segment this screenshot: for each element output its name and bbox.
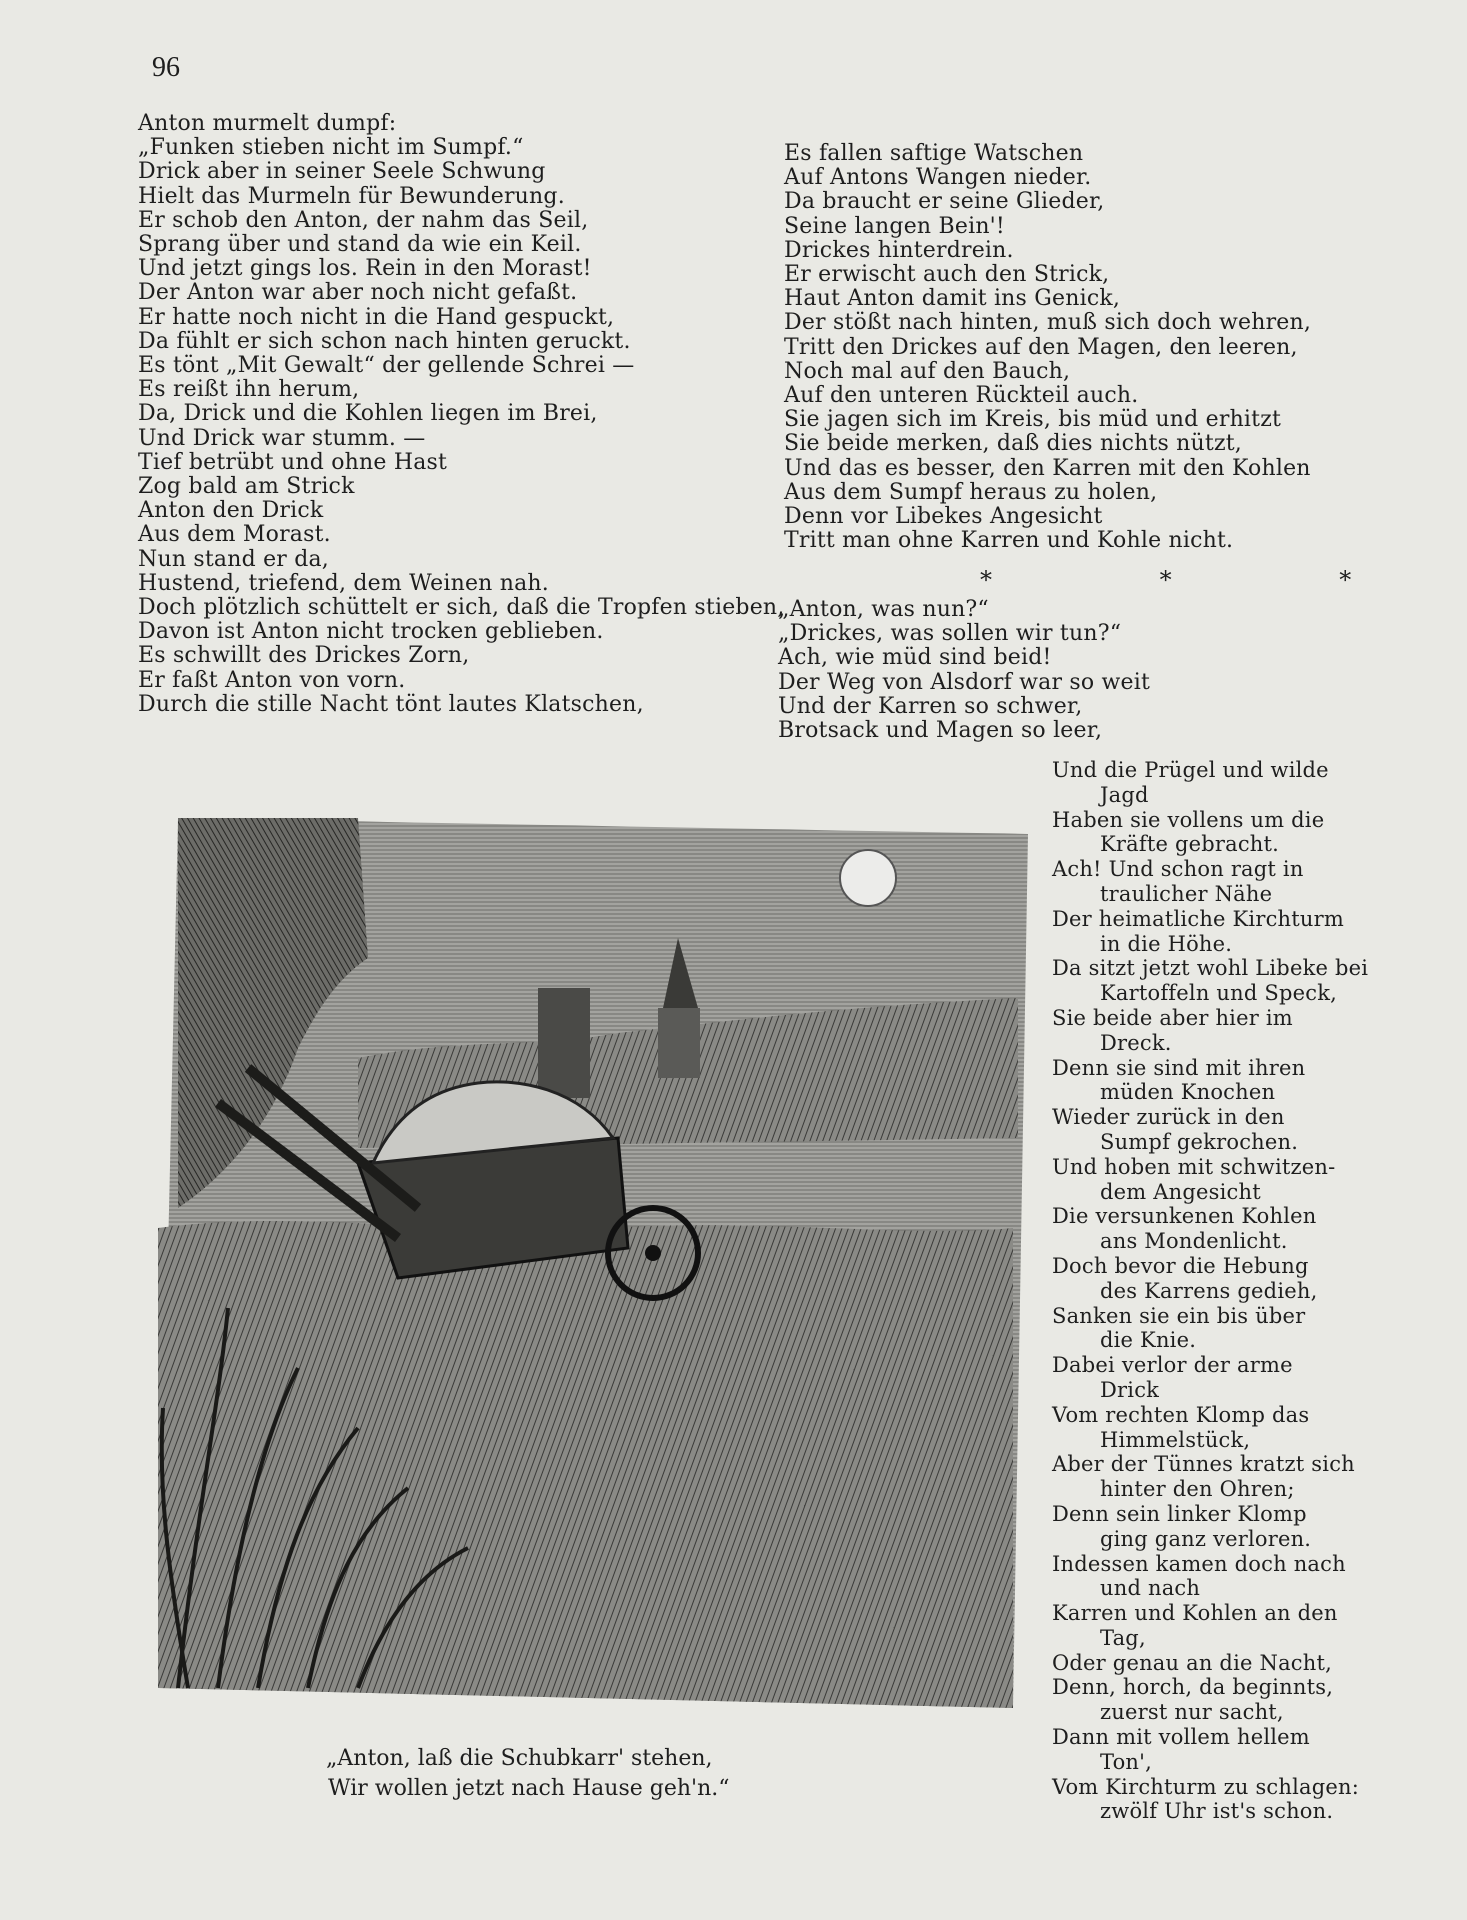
wheelbarrow-illustration	[158, 808, 1028, 1714]
verse-line: Und hoben mit schwitzen-	[1052, 1154, 1336, 1179]
verse-line: Sanken sie ein bis über	[1052, 1303, 1306, 1328]
verse-line: „Funken stieben nicht im Sumpf.“	[138, 135, 524, 161]
illustration-marsh	[158, 1221, 1013, 1708]
verse-line: Ach! Und schon ragt in	[1052, 857, 1304, 882]
verse-line: Dreck.	[1100, 1030, 1172, 1055]
verse-line: Oder genau an die Nacht,	[1052, 1650, 1332, 1675]
verse-line: Tag,	[1100, 1625, 1146, 1650]
verse-line: Und jetzt gings los. Rein in den Morast!	[138, 256, 592, 282]
verse-line: zwölf Uhr ist's schon.	[1100, 1799, 1334, 1824]
verse-line: Hielt das Murmeln für Bewunderung.	[138, 183, 565, 209]
verse-line: Denn vor Libekes Angesicht	[784, 504, 1103, 530]
verse-line: Da, Drick und die Kohlen liegen im Brei,	[138, 401, 598, 427]
verse-line: Tritt den Drickes auf den Magen, den leeren,	[784, 334, 1298, 360]
verse-line: Ach, wie müd sind beid!	[778, 645, 1052, 671]
verse-line: Und das es besser, den Karren mit den Kohlen	[784, 455, 1311, 481]
verse-line: Denn, horch, da beginnts,	[1052, 1675, 1334, 1700]
verse-line: Auf den unteren Rückteil auch.	[784, 383, 1139, 409]
verse-line: Und Drick war stumm. —	[138, 425, 426, 451]
poem-left-column	[138, 111, 785, 717]
verse-line: Kräfte gebracht.	[1100, 832, 1280, 857]
verse-line: Es reißt ihn herum,	[138, 377, 360, 403]
verse-line: Er erwischt auch den Strick,	[784, 262, 1110, 288]
verse-line: Sumpf gekrochen.	[1100, 1129, 1299, 1154]
stanza-separator: * * *	[980, 566, 1432, 594]
verse-line: und nach	[1100, 1576, 1201, 1601]
verse-line: Hustend, triefend, dem Weinen nah.	[138, 570, 549, 596]
verse-line: Der heimatliche Kirchturm	[1052, 906, 1344, 931]
verse-line: Und die Prügel und wilde	[1052, 758, 1329, 782]
verse-line: hinter den Ohren;	[1100, 1477, 1295, 1502]
verse-line: Dann mit vollem hellem	[1052, 1725, 1310, 1750]
verse-line: Drick aber in seiner Seele Schwung	[138, 159, 546, 185]
verse-line: Wieder zurück in den	[1052, 1105, 1285, 1130]
church-tower	[538, 988, 590, 1098]
verse-line: zuerst nur sacht,	[1100, 1700, 1284, 1725]
caption-line-1: „Anton, laß die Schubkarr' stehen,	[326, 1746, 713, 1771]
poem-narrow-column	[1052, 758, 1392, 1824]
verse-line: die Knie.	[1100, 1328, 1197, 1353]
verse-line: Karren und Kohlen an den	[1052, 1601, 1338, 1626]
verse-line: Zog bald am Strick	[138, 474, 355, 500]
verse-line: dem Angesicht	[1100, 1179, 1261, 1204]
verse-line: Der stößt nach hinten, muß sich doch wehren,	[784, 310, 1312, 336]
verse-line: Doch plötzlich schüttelt er sich, daß die Tropfen stieben,	[138, 595, 785, 621]
verse-line: Und der Karren so schwer,	[778, 693, 1083, 719]
verse-line: Tritt man ohne Karren und Kohle nicht.	[784, 528, 1234, 554]
verse-line: traulicher Nähe	[1100, 881, 1273, 906]
verse-line: Er hatte noch nicht in die Hand gespuckt,	[138, 304, 615, 330]
verse-line: ging ganz verloren.	[1100, 1526, 1312, 1551]
verse-line: Der Weg von Alsdorf war so weit	[778, 669, 1151, 695]
verse-line: Haben sie vollens um die	[1052, 807, 1325, 832]
verse-line: des Karrens gedieh,	[1100, 1278, 1318, 1303]
verse-line: Seine langen Bein'!	[784, 213, 1005, 239]
verse-line: Doch bevor die Hebung	[1052, 1253, 1309, 1278]
verse-line: Himmelstück,	[1100, 1427, 1251, 1452]
caption-line-2: Wir wollen jetzt nach Hause geh'n.“	[328, 1776, 730, 1801]
poem-right-stanza-2	[778, 598, 1338, 743]
illustration-caption	[326, 1744, 846, 1804]
verse-line: Brotsack und Magen so leer,	[778, 718, 1103, 744]
verse-line: Vom rechten Klomp das	[1052, 1402, 1310, 1427]
verse-line: Tief betrübt und ohne Hast	[138, 449, 448, 475]
verse-line: Anton murmelt dumpf:	[138, 111, 397, 136]
verse-line: Er faßt Anton von vorn.	[138, 667, 406, 693]
verse-line: Sprang über und stand da wie ein Keil.	[138, 232, 582, 258]
verse-line: Es tönt „Mit Gewalt“ der gellende Schrei —	[138, 353, 635, 379]
verse-line: Durch die stille Nacht tönt lautes Klatschen,	[138, 691, 644, 717]
verse-line: Es fallen saftige Watschen	[784, 141, 1084, 166]
verse-line: Vom Kirchturm zu schlagen:	[1052, 1774, 1360, 1799]
verse-line: Davon ist Anton nicht trocken geblieben.	[138, 619, 604, 645]
verse-line: müden Knochen	[1100, 1080, 1276, 1105]
verse-line: Da braucht er seine Glieder,	[784, 189, 1105, 215]
verse-line: Die versunkenen Kohlen	[1052, 1204, 1317, 1229]
poem-right-column	[784, 142, 1344, 553]
verse-line: Ton',	[1100, 1749, 1152, 1774]
verse-line: Aber der Tünnes kratzt sich	[1052, 1452, 1355, 1477]
page-number: 96	[152, 52, 180, 83]
verse-line: Sie jagen sich im Kreis, bis müd und erhitzt	[784, 407, 1282, 433]
verse-line: Auf Antons Wangen nieder.	[784, 165, 1092, 191]
verse-line: Kartoffeln und Speck,	[1100, 981, 1338, 1006]
verse-line: Aus dem Morast.	[138, 522, 331, 548]
moon-icon	[840, 850, 896, 906]
verse-line: Da fühlt er sich schon nach hinten geruckt.	[138, 328, 631, 354]
verse-line: Drick	[1100, 1377, 1160, 1402]
verse-line: „Drickes, was sollen wir tun?“	[778, 621, 1122, 647]
verse-line: Sie beide merken, daß dies nichts nützt,	[784, 431, 1242, 457]
verse-line: Aus dem Sumpf heraus zu holen,	[784, 479, 1158, 505]
verse-line: Da sitzt jetzt wohl Libeke bei	[1052, 956, 1369, 981]
verse-line: in die Höhe.	[1100, 931, 1233, 956]
verse-line: Der Anton war aber noch nicht gefaßt.	[138, 280, 578, 306]
verse-line: Es schwillt des Drickes Zorn,	[138, 643, 470, 669]
verse-line: Nun stand er da,	[138, 546, 329, 572]
verse-line: Dabei verlor der arme	[1052, 1353, 1293, 1378]
verse-line: Drickes hinterdrein.	[784, 237, 1014, 263]
verse-line: Indessen kamen doch nach	[1052, 1551, 1346, 1576]
verse-line: Denn sein linker Klomp	[1052, 1501, 1307, 1526]
verse-line: Haut Anton damit ins Genick,	[784, 286, 1121, 312]
verse-line: ans Mondenlicht.	[1100, 1229, 1288, 1254]
verse-line: Denn sie sind mit ihren	[1052, 1055, 1306, 1080]
verse-line: Sie beide aber hier im	[1052, 1005, 1293, 1030]
verse-line: „Anton, was nun?“	[778, 597, 989, 622]
verse-line: Er schob den Anton, der nahm das Seil,	[138, 207, 589, 233]
verse-line: Anton den Drick	[138, 498, 324, 524]
verse-line: Noch mal auf den Bauch,	[784, 358, 1071, 384]
verse-line: Jagd	[1100, 782, 1149, 807]
